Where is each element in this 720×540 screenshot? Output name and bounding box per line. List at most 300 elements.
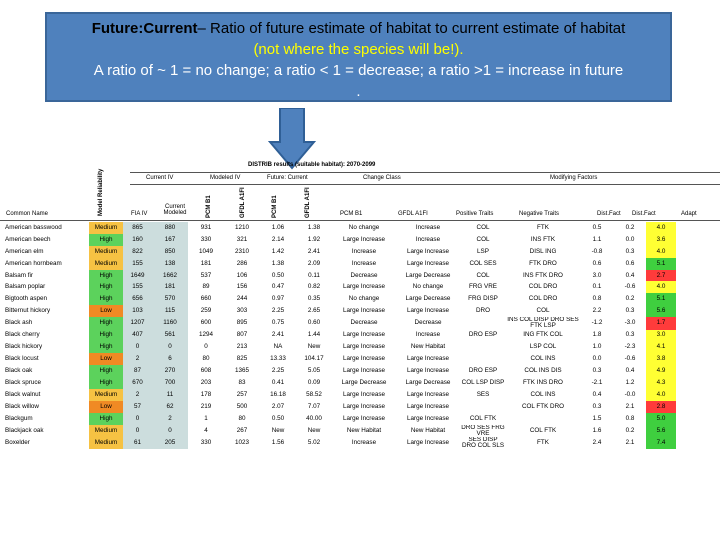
table-cell: Large Increase [406,247,449,255]
table-cell: COL [476,235,490,243]
table-cell: 1210 [234,223,249,231]
table-cell: 286 [236,259,248,267]
table-cell: 178 [200,390,212,398]
table-cell: 1.7 [646,317,676,329]
table-cell: 5.02 [307,439,321,447]
table-cell: 1.42 [271,247,285,255]
table-cell: 0.2 [625,223,635,231]
table-cell: 2.7 [646,270,676,282]
table-cell: SES DISP DRO COL SLS [461,437,505,450]
table-cell: SES [476,390,490,398]
table-cell: 1.92 [307,235,321,243]
table-cell: 0.3 [625,307,635,315]
model-reliability-cell: High [89,377,123,389]
table-cell: NA [273,343,283,351]
col-header-pcm-1: PCM B1 [206,195,212,218]
table-cell: 138 [152,258,188,270]
table-cell: DISL ING [529,247,557,255]
table-cell: Large Increase [342,307,385,315]
table-cell: DRO SES FRG VRE [461,424,505,437]
table-cell: COL INS [530,355,556,363]
col-header-name: Common Name [6,211,49,217]
table-row [4,258,676,270]
table-cell: 0.60 [307,319,321,327]
table-cell: Decrease [414,319,442,327]
table-cell: 2.41 [307,247,321,255]
table-cell: 0 [204,343,208,351]
table-cell: -0.0 [624,390,636,398]
callout-line-2: (not where the species will be!). [253,41,464,58]
table-cell: 80 [202,355,210,363]
model-reliability-cell: Low [89,353,123,365]
table-cell: 303 [236,307,248,315]
table-cell: 500 [236,402,248,410]
table-cell: Large Increase [342,367,385,375]
table-row [4,305,676,317]
table-cell: 103 [123,305,152,317]
table-cell: 16.18 [270,390,286,398]
table-cell: 1.2 [625,379,635,387]
table-cell: New [307,343,321,351]
table-cell: 3.8 [646,353,676,365]
table-cell: 213 [236,343,248,351]
table-cell: INS COL DISP DRO SES FTK LSP [507,317,579,330]
header-rule-top [130,172,720,173]
table-cell: 660 [200,295,212,303]
table-cell: 4 [204,426,208,434]
table-cell: COL INS [530,390,556,398]
table-cell: 160 [123,234,152,246]
table-cell: FTK [537,223,549,231]
table-cell: Large Increase [406,402,449,410]
species-name: American hornbeam [5,259,62,267]
col-header-gfdl-1: GFDL A1FI [240,187,246,218]
species-name: Blackgum [5,414,33,422]
table-cell: 83 [238,379,246,387]
table-cell: 656 [123,293,152,305]
table-cell: 80 [238,414,246,422]
table-cell: 0.8 [625,414,635,422]
species-name: American elm [5,247,44,255]
table-cell: Increase [351,439,377,447]
table-cell: COL [476,223,490,231]
table-cell: Large Increase [342,283,385,291]
table-cell: 0.3 [592,367,602,375]
table-cell: -2.1 [591,379,603,387]
table-cell: 181 [152,281,188,293]
model-reliability-cell: Medium [89,258,123,270]
table-cell: 700 [152,377,188,389]
model-reliability-cell: Medium [89,425,123,437]
col-header-fia: FIA IV [131,211,148,217]
table-cell: 106 [236,271,248,279]
species-name: Black willow [5,402,39,410]
table-cell: 1.6 [592,426,602,434]
table-cell: 0.2 [625,295,635,303]
table-cell: 0 [123,413,152,425]
table-cell: FTK INS DRO [523,379,563,387]
table-cell: FTK DRO [529,259,557,267]
model-reliability-cell: High [89,330,123,342]
table-cell: Large Increase [342,355,385,363]
table-cell: Increase [415,331,441,339]
table-row [4,281,676,293]
table-cell: 0.0 [592,355,602,363]
super-header: DISTRIB results (suitable habitat): 2070-2099 [248,162,376,168]
model-reliability-cell: Low [89,401,123,413]
table-cell: DRO [476,307,490,315]
table-cell: 0 [123,341,152,353]
table-cell: Large Increase [342,414,385,422]
table-cell: FTK [537,439,549,447]
species-name: American basswood [5,223,62,231]
table-cell: -0.8 [591,247,603,255]
table-cell: Increase [415,223,441,231]
table-cell: No change [412,283,444,291]
table-cell: LSP COL [529,343,557,351]
table-cell: 257 [236,390,248,398]
species-name: Black walnut [5,390,41,398]
col-header-negative: Negative Traits [519,211,560,217]
table-cell: -2.3 [624,343,636,351]
table-cell: 1023 [234,439,249,447]
table-cell: 267 [236,426,248,434]
table-cell: INS FTK [530,235,556,243]
model-reliability-cell: High [89,365,123,377]
table-cell: 2.25 [271,367,285,375]
table-cell: New Habitat [410,343,446,351]
table-cell: Large Increase [342,390,385,398]
table-cell: 0.6 [625,259,635,267]
table-cell: 62 [152,401,188,413]
table-cell: 608 [200,367,212,375]
table-row [4,437,676,449]
table-cell: Large Increase [406,307,449,315]
callout-title: Future:Current [91,20,198,37]
model-reliability-cell: High [89,270,123,282]
table-cell: 1.38 [307,223,321,231]
table-cell: 2.1 [625,402,635,410]
table-cell: COL [476,271,490,279]
model-reliability-cell: High [89,341,123,353]
group-header-modifying: Modifying Factors [550,175,598,181]
table-cell: 2.2 [592,307,602,315]
group-header-current: Current IV [146,175,174,181]
group-header-modeled: Modeled IV [210,175,241,181]
table-cell: 11 [152,389,188,401]
model-reliability-cell: Medium [89,222,123,234]
table-cell: New Habitat [346,426,382,434]
table-row [4,330,676,342]
species-name: American beech [5,235,51,243]
table-cell: 5.6 [646,425,676,437]
table-cell: 1 [204,414,208,422]
table-cell: 0.1 [592,283,602,291]
table-cell: 0.41 [271,379,285,387]
table-cell [506,413,580,425]
callout-line-1 [47,18,670,39]
table-cell: 321 [236,235,248,243]
table-cell: New Habitat [410,426,446,434]
table-cell: 561 [152,330,188,342]
table-cell: 0.4 [625,367,635,375]
table-cell [460,401,506,413]
model-reliability-cell: Low [89,305,123,317]
table-cell: 1.1 [592,235,602,243]
table-row [4,365,676,377]
table-cell: Large Increase [406,439,449,447]
table-cell: 115 [152,305,188,317]
table-cell: 0.35 [307,295,321,303]
table-cell: 570 [152,293,188,305]
model-reliability-cell: Medium [89,246,123,258]
col-header-gfdl-2: GFDL A1FI [305,187,311,218]
table-cell: 5.1 [646,258,676,270]
table-cell: 0.09 [307,379,321,387]
table-cell: 1294 [198,331,213,339]
table-cell: 0.50 [271,414,285,422]
table-cell [460,317,506,329]
table-cell: 5.05 [307,367,321,375]
table-cell: 1.06 [271,223,285,231]
col-header-adapt: Adapt [681,211,697,217]
model-reliability-cell: High [89,317,123,329]
group-header-future: Future: Current [267,175,308,181]
table-cell: FRG VRE [469,283,497,291]
col-header-pcm-3: PCM B1 [340,211,363,217]
table-cell: 4.0 [646,222,676,234]
table-cell: DRO ESP [468,367,498,375]
table-cell: 205 [152,437,188,449]
table-row [4,270,676,282]
table-row [4,246,676,258]
table-cell: 40.00 [306,414,322,422]
table-cell: Large Increase [406,390,449,398]
data-table-area [0,160,720,540]
table-cell: Increase [415,235,441,243]
table-cell: 0.4 [625,271,635,279]
table-cell: 1.0 [592,343,602,351]
table-cell: 104.17 [304,355,324,363]
model-reliability-cell: Medium [89,437,123,449]
species-name: Black cherry [5,331,40,339]
table-cell: 203 [200,379,212,387]
table-cell: -3.0 [624,319,636,327]
table-cell: 2 [123,389,152,401]
table-cell: 1662 [152,270,188,282]
table-cell: COL DRO [528,283,558,291]
table-cell: 7.07 [307,402,321,410]
table-cell: 1.38 [271,259,285,267]
table-cell: 850 [152,246,188,258]
table-row [4,222,676,234]
col-header-current-modeled: Current Modeled [163,204,187,216]
table-cell: 7.4 [646,437,676,449]
table-cell: Large Increase [406,367,449,375]
table-cell: 1.56 [271,439,285,447]
table-cell: 0.3 [592,402,602,410]
table-cell: ING FTK COL [523,331,563,339]
table-cell: 0.3 [625,331,635,339]
table-cell: 6 [152,353,188,365]
table-cell: 0.75 [271,319,285,327]
table-row [4,293,676,305]
table-cell: Large Decrease [405,379,451,387]
table-cell: 87 [123,365,152,377]
callout-box [45,12,672,102]
table-cell: 2.65 [307,307,321,315]
table-cell: 1.5 [592,414,602,422]
table-cell: 1.44 [307,331,321,339]
table-cell: 3.6 [646,234,676,246]
table-cell: 2 [152,413,188,425]
col-header-distfact-1: Dist.Fact [597,211,621,217]
table-row [4,377,676,389]
table-cell: Large Increase [342,402,385,410]
table-cell: 0.3 [625,247,635,255]
table-cell: 0.82 [307,283,321,291]
table-row [4,317,676,329]
header-rule-mid [130,184,720,185]
table-cell: 4.0 [646,246,676,258]
table-cell: 0.0 [625,235,635,243]
species-name: Bitternut hickory [5,307,51,315]
table-cell: 4.9 [646,365,676,377]
table-cell: 4.3 [646,377,676,389]
table-cell: Increase [351,247,377,255]
table-cell: 931 [200,223,212,231]
model-reliability-cell: High [89,281,123,293]
species-name: Black locust [5,355,39,363]
table-cell: Large Decrease [405,295,451,303]
table-cell: 537 [200,271,212,279]
table-cell: 61 [123,437,152,449]
table-cell: 0.6 [592,259,602,267]
table-cell: 600 [200,319,212,327]
table-cell: 5.6 [646,305,676,317]
table-cell: 0.5 [592,223,602,231]
table-cell: 167 [152,234,188,246]
table-cell: COL DRO [528,295,558,303]
table-cell: 155 [123,258,152,270]
species-name: Black spruce [5,379,42,387]
table-row [4,389,676,401]
table-cell: 0 [152,425,188,437]
table-cell: COL LSP DISP [461,379,505,387]
model-reliability-cell: High [89,413,123,425]
table-cell: 2.41 [271,331,285,339]
table-cell: 895 [236,319,248,327]
table-cell: 1649 [123,270,152,282]
table-cell: Large Increase [342,343,385,351]
col-header-distfact-2: Dist.Fact [632,211,656,217]
table-cell: 0.4 [592,390,602,398]
group-header-change: Change Class [363,175,401,181]
table-cell: -1.2 [591,319,603,327]
table-cell: 330 [200,439,212,447]
table-cell: 3.0 [646,330,676,342]
callout-line-3: A ratio of ~ 1 = no change; a ratio < 1 = decrease; a ratio >1 = increase in future [93,62,624,79]
table-cell: 0 [123,425,152,437]
model-reliability-cell: High [89,234,123,246]
table-cell: 181 [200,259,212,267]
table-cell: FRG DISP [468,295,498,303]
table-cell: 13.33 [270,355,286,363]
table-cell [460,341,506,353]
table-cell: Large Increase [406,259,449,267]
table-cell: 2310 [234,247,249,255]
table-cell: Large Increase [406,414,449,422]
table-cell: 822 [123,246,152,258]
table-cell: 5.0 [646,413,676,425]
table-cell: 865 [123,222,152,234]
species-name: Blackjack oak [5,426,44,434]
table-cell: 270 [152,365,188,377]
table-cell: Large Increase [406,355,449,363]
table-cell: 4.0 [646,281,676,293]
table-cell: Decrease [350,271,378,279]
table-row [4,234,676,246]
table-cell: 2.09 [307,259,321,267]
callout-definition: – Ratio of future estimate of habitat to current estimate of habitat [197,20,626,37]
table-cell: 407 [123,330,152,342]
col-header-positive: Positive Traits [456,211,494,217]
table-cell: 330 [200,235,212,243]
table-row [4,413,676,425]
table-cell: 89 [202,283,210,291]
species-name: Black ash [5,319,33,327]
table-cell: -0.6 [624,283,636,291]
table-cell: 57 [123,401,152,413]
table-cell: COL [536,307,550,315]
table-cell: 2.4 [592,439,602,447]
col-header-reliability: Model Reliability [98,168,104,216]
table-cell: 2 [123,353,152,365]
table-cell: 825 [236,355,248,363]
table-cell: 259 [200,307,212,315]
table-cell: DRO ESP [468,331,498,339]
table-cell: 2.8 [646,401,676,413]
table-cell: 4.0 [646,389,676,401]
table-cell: Large Increase [342,235,385,243]
table-row [4,341,676,353]
table-cell: 219 [200,402,212,410]
species-name: Balsam poplar [5,283,46,291]
species-name: Black hickory [5,343,43,351]
table-cell: 807 [236,331,248,339]
table-cell: 880 [152,222,188,234]
col-header-pcm-2: PCM B1 [272,195,278,218]
table-cell: Decrease [350,319,378,327]
table-cell: 5.1 [646,293,676,305]
table-cell: 244 [236,295,248,303]
table-cell: COL FTK [529,426,557,434]
model-reliability-cell: Medium [89,389,123,401]
table-cell: 1365 [234,367,249,375]
table-cell: 58.52 [306,390,322,398]
table-cell: 0.8 [592,295,602,303]
callout-line-4: . [356,83,361,100]
table-cell: 1207 [123,317,152,329]
table-row [4,401,676,413]
table-cell: No change [348,295,380,303]
table-row [4,353,676,365]
table-cell: 2.25 [271,307,285,315]
table-cell: 0.47 [271,283,285,291]
table-cell: Large Decrease [341,379,387,387]
table-cell: 670 [123,377,152,389]
table-cell: -0.6 [624,355,636,363]
